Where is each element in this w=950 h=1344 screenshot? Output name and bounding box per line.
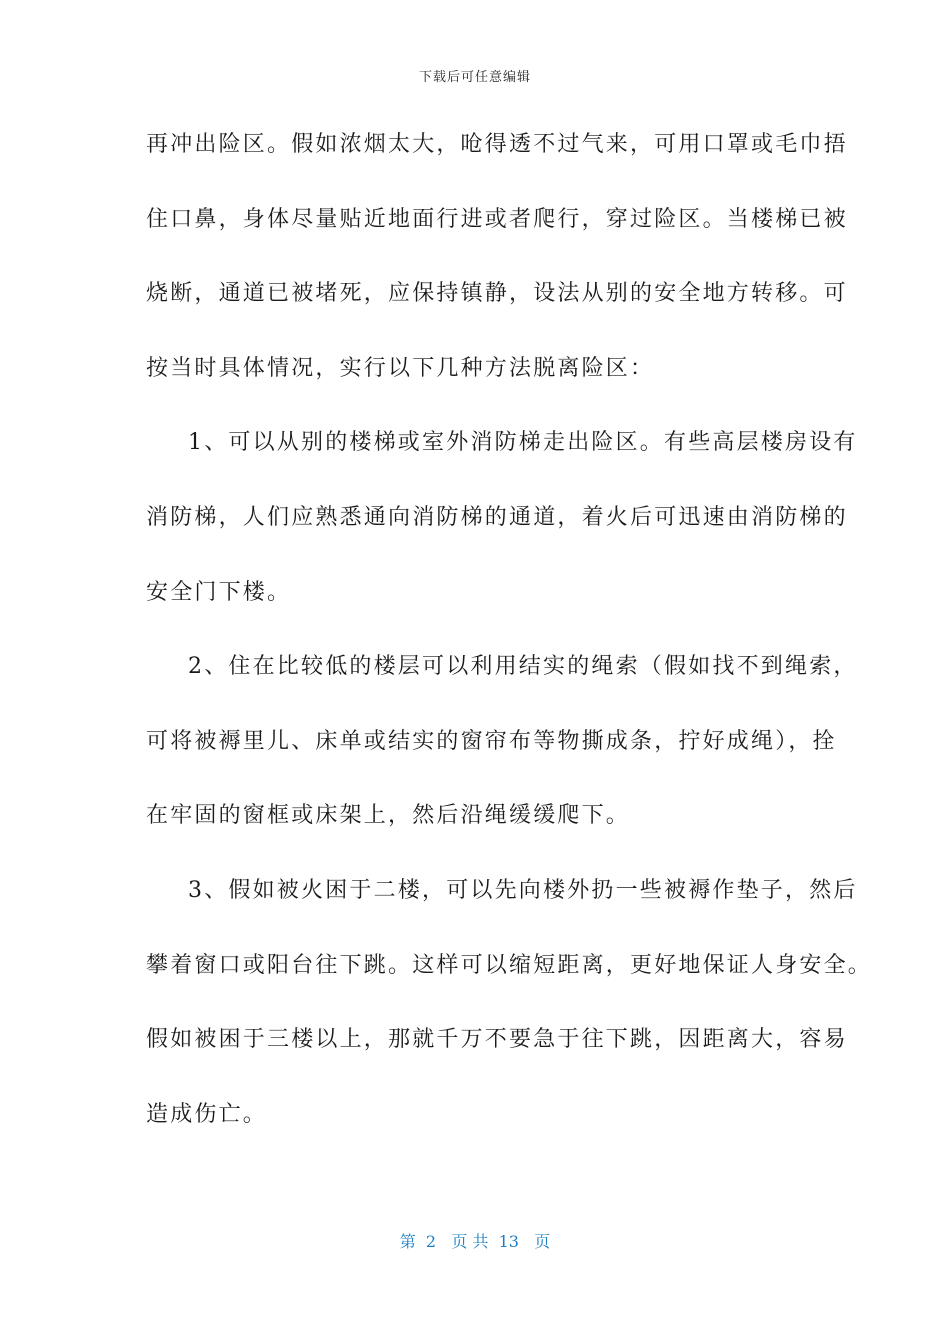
body-line: 假如被困于三楼以上，那就千万不要急于往下跳，因距离大，容易 [146,1027,848,1053]
body-line: 安全门下楼。 [146,579,292,605]
body-line-item-3: 3、假如被火困于二楼，可以先向楼外扔一些被褥作垫子，然后 [188,877,858,903]
body-line: 按当时具体情况，实行以下几种方法脱离险区： [146,355,655,381]
body-line: 再冲出险区。假如浓烟太大，呛得透不过气来，可用口罩或毛巾捂 [146,132,848,157]
body-line: 攀着窗口或阳台往下跳。这样可以缩短距离，更好地保证人身安全。 [146,952,873,978]
body-line-item-2: 2、住在比较低的楼层可以利用结实的绳索（假如找不到绳索， [188,654,858,680]
body-line-item-1: 1、可以从别的楼梯或室外消防梯走出险区。有些高层楼房设有 [188,430,858,456]
body-line: 烧断，通道已被堵死，应保持镇静，设法从别的安全地方转移。可 [146,281,848,307]
body-line: 可将被褥里儿、床单或结实的窗帘布等物撕成条，拧好成绳），拴 [146,728,837,754]
page-number-footer: 第 2 页 共 13 页 [399,1232,551,1251]
body-line: 在牢固的窗框或床架上，然后沿绳缓缓爬下。 [146,803,631,829]
page-header: 下载后可任意编辑 [418,70,531,85]
document-body [146,120,873,1164]
body-line: 造成伤亡。 [146,1101,268,1127]
body-line: 消防梯，人们应熟悉通向消防梯的通道，着火后可迅速由消防梯的 [146,504,848,530]
body-line: 住口鼻，身体尽量贴近地面行进或者爬行，穿过险区。当楼梯已被 [146,206,848,232]
